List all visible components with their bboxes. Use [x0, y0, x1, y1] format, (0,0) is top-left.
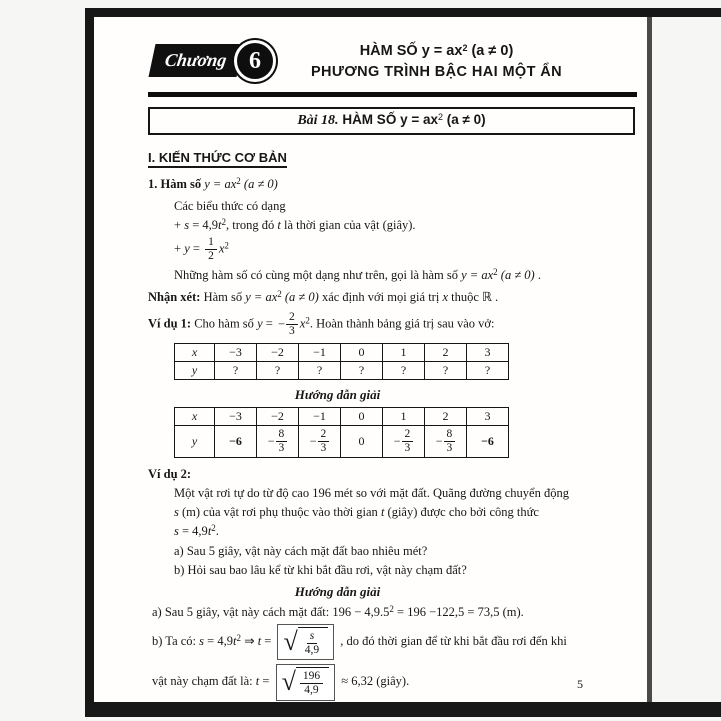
- table-header-cell: [175, 407, 215, 425]
- solution-b-line2: [152, 664, 637, 700]
- photo-dark-edge-bottom: [85, 702, 721, 717]
- value-table-blank-wrap: [174, 343, 637, 380]
- vi-du-1-line: [148, 311, 637, 338]
- nhan-xet-line: [148, 289, 637, 306]
- superscript: 2: [493, 266, 498, 277]
- value-table-solution-wrap: [174, 407, 637, 458]
- chapter-header: [148, 38, 637, 84]
- table-cell: [341, 362, 383, 380]
- table-header-cell: [175, 362, 215, 380]
- superscript: 2: [236, 175, 241, 186]
- book-page: [94, 17, 647, 702]
- math-run: y = ax: [461, 267, 494, 282]
- text-run: −2: [271, 345, 284, 360]
- formula-y-line: [174, 236, 637, 263]
- chapter-number: 6: [249, 47, 261, 74]
- superscript: 2: [211, 522, 216, 533]
- math-run: y: [257, 316, 263, 331]
- bold-text-run: −6: [481, 433, 494, 448]
- text-run: 1: [400, 345, 407, 360]
- table-cell: [299, 407, 341, 425]
- table-cell: [425, 362, 467, 380]
- math-run: x: [191, 408, 198, 423]
- text-run: ?: [274, 363, 281, 378]
- text-run: . Hoàn thành bảng giá trị sau vào vở:: [309, 316, 495, 331]
- superscript: 2: [224, 240, 229, 251]
- math-run: s: [174, 523, 179, 538]
- text-run: = 196 −122,5 = 73,5 (m).: [393, 604, 524, 619]
- vd2-question-b: [174, 562, 637, 579]
- numerator: 1: [205, 236, 217, 250]
- vd2-statement-line3: [174, 523, 637, 540]
- denominator: 3: [289, 324, 295, 337]
- table-header-cell: [175, 344, 215, 362]
- text-run: ?: [316, 363, 323, 378]
- fraction-stack: [444, 428, 456, 455]
- text-run: = 4,9: [204, 633, 233, 648]
- solution-a-line: [152, 604, 637, 621]
- bold-text-run: PHƯƠNG TRÌNH BẬC HAI MỘT ẨN: [310, 63, 563, 80]
- table-cell: [467, 425, 509, 457]
- math-run: s: [184, 217, 190, 232]
- bold-italic-text-run: Hướng dẫn giải: [294, 387, 381, 403]
- minus-sign: −: [393, 433, 401, 448]
- denominator: 2: [208, 249, 214, 262]
- text-run: Một vật rơi tự do từ độ cao 196 mét so với mặt đất. Quãng đường chuyển động: [174, 485, 569, 500]
- table-cell: [467, 344, 509, 362]
- text-run: Các biểu thức có dạng: [174, 198, 286, 213]
- text-run: b) Hỏi sau bao lâu kể từ khi bắt đầu rơi, vật này chạm đất?: [174, 563, 467, 578]
- bold-text-run: (a ≠ 0): [443, 112, 486, 127]
- table-cell: [215, 425, 257, 457]
- section-heading-knowledge: [148, 149, 637, 167]
- page-content: [94, 17, 647, 701]
- vd2-statement-line1: [174, 485, 637, 502]
- text-run: 0: [358, 345, 365, 360]
- table-row: [175, 362, 509, 380]
- math-run: s: [199, 633, 205, 648]
- table-cell: [383, 407, 425, 425]
- table-cell: [467, 362, 509, 380]
- lesson-title: [150, 112, 633, 129]
- fraction-stack: [402, 428, 414, 455]
- text-run: ≈ 6,32 (giây).: [338, 674, 410, 689]
- text-run: −1: [313, 408, 326, 423]
- chapter-banner: [148, 38, 296, 84]
- photo-dark-edge-right: [647, 17, 652, 702]
- math-run: t: [232, 633, 237, 648]
- bold-text-run: −6: [229, 433, 242, 448]
- numerator: 196: [300, 670, 323, 684]
- table-row: [175, 344, 509, 362]
- text-run: a) Sau 5 giây, vật này cách mặt đất: 196 − 4,9.5: [152, 604, 390, 619]
- minus-sign: −: [435, 433, 443, 448]
- table-cell: [299, 344, 341, 362]
- numerator: s: [307, 630, 317, 644]
- bold-text-run: HÀM SỐ y = ax: [359, 42, 463, 59]
- table-cell: [383, 362, 425, 380]
- numerator: 8: [444, 428, 456, 442]
- fraction: [278, 311, 298, 338]
- denominator: 3: [446, 441, 453, 454]
- value-table: [174, 343, 509, 380]
- chapter-title-line2: [296, 64, 577, 80]
- text-run: +: [174, 241, 185, 256]
- math-run: t: [380, 504, 385, 519]
- text-run: 0: [358, 408, 365, 423]
- value-table: [174, 407, 509, 458]
- text-run: = 4,9: [178, 523, 208, 538]
- denominator: 3: [320, 441, 327, 454]
- math-run: t: [257, 633, 262, 648]
- vd2-question-a: [174, 543, 637, 560]
- text-run: (giây) được cho bởi công thức: [384, 504, 539, 519]
- superscript: 2: [462, 42, 468, 53]
- math-run: y: [191, 433, 198, 448]
- text-run: vật này chạm đất là:: [152, 674, 256, 689]
- minus-sign: −: [277, 316, 285, 331]
- text-run: 2: [442, 408, 449, 423]
- bold-text-run: I. KIẾN THỨC CƠ BẢN: [148, 150, 287, 168]
- boxed-formula: [276, 664, 336, 700]
- text-run: .: [534, 267, 541, 282]
- superscript: 2: [221, 216, 226, 227]
- text-run: +: [174, 217, 185, 232]
- table-cell: [257, 425, 299, 457]
- text-run: =: [259, 674, 273, 689]
- text-run: −3: [229, 408, 242, 423]
- minus-sign: −: [309, 433, 317, 448]
- superscript: 2: [389, 603, 394, 614]
- table-cell: [257, 407, 299, 425]
- math-run: (a ≠ 0): [243, 176, 278, 191]
- math-run: y = ax: [245, 289, 278, 304]
- radical-sign-icon: √: [283, 626, 298, 656]
- math-run: x: [218, 241, 225, 256]
- table-cell: [215, 344, 257, 362]
- text-run: thuộc ℝ .: [448, 289, 499, 304]
- text-run: Những hàm số có cùng một dạng như trên, gọi là hàm số: [174, 267, 462, 282]
- square-root: [283, 627, 328, 657]
- radical-sign-icon: √: [281, 667, 296, 697]
- table-header-cell: [175, 425, 215, 457]
- text-run: , trong đó: [225, 217, 278, 232]
- bold-text-run: Ví dụ 1:: [148, 316, 192, 331]
- math-run: t: [218, 217, 222, 232]
- minus-sign: −: [267, 433, 275, 448]
- fraction-stack: [286, 311, 298, 338]
- text-run: ?: [358, 363, 365, 378]
- text-run: −1: [313, 345, 326, 360]
- fraction-stack: [318, 428, 330, 455]
- chapter-banner-ribbon: [148, 44, 243, 77]
- denominator: 3: [278, 441, 285, 454]
- text-run: , do đó thời gian để từ khi bắt đầu rơi đến khi: [337, 633, 567, 648]
- huong-dan-giai-1: [148, 386, 637, 404]
- numerator: 2: [318, 428, 330, 442]
- text-run: =: [261, 633, 275, 648]
- text-run: 3: [484, 408, 491, 423]
- bold-text-run: (a ≠ 0): [467, 42, 514, 59]
- chapter-titles: [296, 43, 637, 80]
- radicand: [296, 667, 329, 697]
- fraction: [205, 236, 217, 263]
- fraction-stack: [276, 428, 288, 455]
- huong-dan-giai-2: [148, 583, 637, 601]
- superscript: 2: [236, 632, 241, 643]
- table-cell: [341, 407, 383, 425]
- vd2-statement-line2: [174, 504, 637, 521]
- page-number: 5: [577, 677, 583, 691]
- text-run: ?: [484, 363, 491, 378]
- numerator: 2: [286, 311, 298, 325]
- table-cell: [383, 344, 425, 362]
- header-rule: [148, 92, 637, 97]
- table-cell: [383, 425, 425, 457]
- superscript: 2: [277, 288, 282, 299]
- text-run: a) Sau 5 giây, vật này cách mặt đất bao nhiêu mét?: [174, 543, 428, 558]
- table-cell: [467, 407, 509, 425]
- fraction: [302, 630, 322, 657]
- text-run: ?: [400, 363, 407, 378]
- math-run: y = ax: [204, 176, 237, 191]
- math-run: x: [442, 289, 448, 304]
- text-run: 0: [358, 433, 365, 448]
- formula-s-line: [174, 217, 637, 234]
- text-run: (m) của vật rơi phụ thuộc vào thời gian: [178, 504, 381, 519]
- radicand: [298, 627, 328, 657]
- table-cell: [215, 362, 257, 380]
- bold-text-run: Nhận xét:: [148, 289, 201, 304]
- table-cell: [425, 344, 467, 362]
- math-run: t: [255, 674, 260, 689]
- bold-italic-text-run: Bài 18.: [297, 113, 339, 128]
- bold-italic-text-run: Hướng dẫn giải: [294, 584, 381, 600]
- text-run: 1: [400, 408, 407, 423]
- solution-b-line1: [152, 624, 637, 660]
- text-run: =: [189, 241, 204, 256]
- math-run: x: [191, 345, 198, 360]
- cac-bieu-thuc-line: [174, 198, 637, 215]
- chapter-label: Chương: [163, 50, 229, 70]
- math-run: t: [207, 523, 212, 538]
- math-run: y: [184, 241, 190, 256]
- denominator: 4,9: [304, 644, 320, 656]
- photo-dark-edge-left: [85, 8, 94, 717]
- math-run: y: [191, 363, 198, 378]
- bold-text-run: 1. Hàm số: [148, 176, 205, 191]
- math-run: (a ≠ 0): [500, 267, 535, 282]
- text-run: .: [215, 523, 219, 538]
- text-run: b) Ta có:: [152, 633, 200, 648]
- text-run: −3: [229, 345, 242, 360]
- table-cell: [215, 407, 257, 425]
- text-run: =: [262, 316, 276, 331]
- table-cell: [299, 425, 341, 457]
- denominator: 4,9: [304, 684, 319, 697]
- bold-text-run: HÀM SỐ y = ax: [338, 112, 438, 127]
- text-run: ?: [442, 363, 449, 378]
- nhung-ham-so-line: [174, 267, 637, 284]
- math-run: s: [174, 504, 179, 519]
- table-cell: [299, 362, 341, 380]
- square-root: [282, 667, 330, 697]
- text-run: Hàm số: [200, 289, 246, 304]
- table-cell: [257, 362, 299, 380]
- photo-dark-edge-top: [86, 8, 721, 17]
- lesson-title-box: [148, 107, 635, 135]
- text-run: 3: [484, 345, 491, 360]
- bold-text-run: Ví dụ 2:: [148, 467, 192, 482]
- text-run: ⇒: [240, 633, 258, 648]
- text-run: = 4,9: [189, 217, 218, 232]
- chapter-number-badge: [234, 40, 276, 82]
- text-run: ?: [232, 363, 239, 378]
- table-cell: [341, 344, 383, 362]
- superscript: 2: [305, 315, 310, 326]
- text-run: 2: [442, 345, 449, 360]
- math-run: t: [277, 217, 281, 232]
- fraction: [268, 428, 288, 455]
- numerator: 2: [402, 428, 414, 442]
- text-run: là thời gian của vật (giây).: [280, 217, 416, 232]
- fraction-stack: [302, 630, 322, 657]
- fraction: [310, 428, 330, 455]
- text-run: Cho hàm số: [191, 316, 258, 331]
- numerator: 8: [276, 428, 288, 442]
- text-run: −2: [271, 408, 284, 423]
- boxed-formula: [277, 624, 334, 660]
- fraction: [300, 670, 323, 697]
- math-run: x: [299, 316, 306, 331]
- fraction-stack: [205, 236, 217, 263]
- fraction: [436, 428, 456, 455]
- superscript: 2: [437, 112, 443, 122]
- table-cell: [257, 344, 299, 362]
- table-cell: [425, 407, 467, 425]
- math-run: (a ≠ 0): [284, 289, 319, 304]
- vi-du-2-label: [148, 466, 637, 483]
- table-row: [175, 407, 509, 425]
- fraction: [394, 428, 414, 455]
- ham-so-definition: [148, 176, 637, 193]
- table-cell: [425, 425, 467, 457]
- denominator: 3: [404, 441, 411, 454]
- table-row: [175, 425, 509, 457]
- chapter-title-line1: [296, 43, 577, 59]
- fraction-stack: [300, 670, 323, 697]
- table-cell: [341, 425, 383, 457]
- text-run: xác định với mọi giá trị: [318, 289, 443, 304]
